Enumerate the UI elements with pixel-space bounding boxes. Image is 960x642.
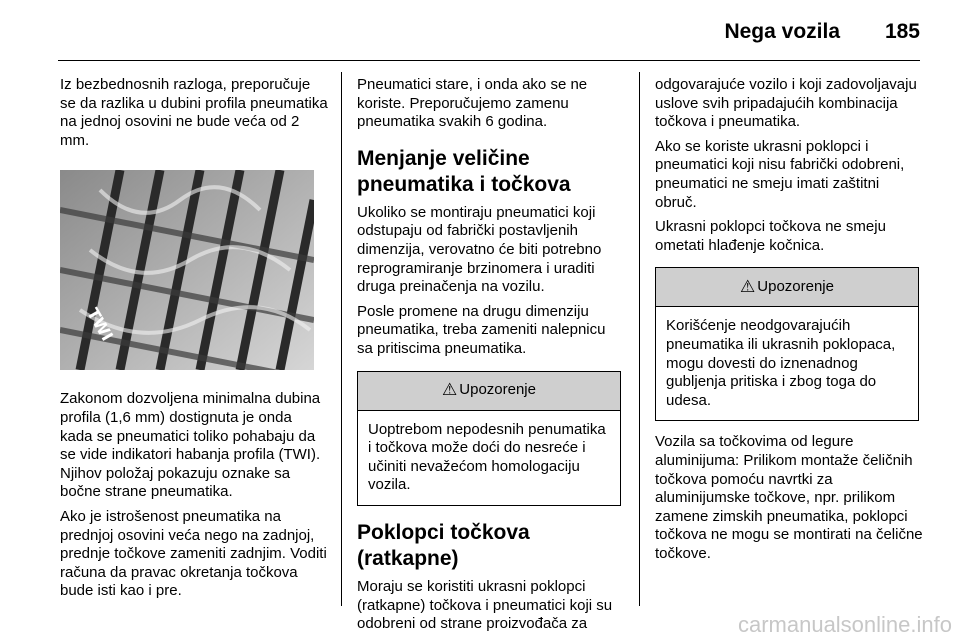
paragraph: Ako je istrošenost pneumatika na prednjoj osovini veća nego na zadnjoj, prednje točkove zameniti zadnjim. Voditi računa da pravac okretanja točkova bude isti kao i pre. <box>60 507 327 600</box>
paragraph: Vozila sa točkovima od legure aluminijuma: Prilikom montaže čeličnih točkova pomoću navrtki za aluminijumske točkove, npr. prilikom zamene zimskih pneumatika, poklopci točkova ne mogu se montirati na čelične točkove. <box>655 433 923 562</box>
tire-tread-figure <box>60 170 314 370</box>
section-heading: Menjanje veličine pneumatika i točkova <box>357 146 571 196</box>
warning-header <box>358 372 620 411</box>
watermark: carmanualsonline.info <box>737 612 952 637</box>
header-rule <box>58 60 920 61</box>
paragraph: Moraju se koristiti ukrasni poklopci (ratkapne) točkova i pneumatici koji su odobreni od strane proizvođača za <box>357 577 613 633</box>
paragraph: Iz bezbednosnih razloga, preporučuje se da razlika u dubini profila pneumatika na jednoj osovini ne bude veća od 2 mm. <box>60 76 328 149</box>
column-3 <box>655 76 923 569</box>
section-heading: Poklopci točkova (ratkapne) <box>357 520 530 570</box>
paragraph: odgovarajuće vozilo i koji zadovoljavaju uslove svih pripadajućih kombinacija točkova i pneumatika. <box>655 76 917 131</box>
paragraph: Pneumatici stare, i onda ako se ne koriste. Preporučujemo zamenu pneumatika svakih 6 godina. <box>357 76 588 131</box>
twi-label: TWI <box>83 305 117 345</box>
page-number: 185 <box>884 20 920 43</box>
column-1 <box>60 76 328 607</box>
paragraph: Ukoliko se montiraju pneumatici koji odstupaju od fabrički postavljenih dimenzija, verovatno će biti potrebno reprogramiranje brzinomera i uraditi druga preinačenja na vozilu. <box>357 203 602 296</box>
column-2 <box>357 76 625 640</box>
paragraph: Posle promene na drugu dimenziju pneumatika, treba zameniti nalepnicu sa pritiscima pneumatika. <box>357 302 606 357</box>
warning-title: Upozorenje <box>459 381 536 399</box>
warning-box <box>655 267 919 421</box>
warning-box <box>357 371 621 506</box>
warning-title: Upozorenje <box>757 278 834 296</box>
warning-triangle-icon: ⚠ <box>740 277 756 297</box>
warning-triangle-icon: ⚠ <box>442 380 458 400</box>
column-divider-2 <box>639 72 640 606</box>
paragraph: Ako se koriste ukrasni poklopci i pneumatici koji nisu fabrički odobreni, pneumatici ne smeju imati zaštitni obruč. <box>655 137 905 211</box>
paragraph: Zakonom dozvoljena minimalna dubina profila (1,6 mm) dostignuta je onda kada se pneumatici toliko pohabaju da se vide indikatori habanja profila (TWI). Njihov položaj pokazuju oznake sa bočne strane pneumatika. <box>60 390 321 501</box>
warning-header <box>656 268 918 307</box>
page-header <box>0 0 960 62</box>
column-divider-1 <box>341 72 342 606</box>
paragraph: Ukrasni poklopci točkova ne smeju ometati hlađenje kočnica. <box>655 218 886 254</box>
tire-tread-illustration <box>60 170 314 370</box>
section-title: Nega vozila <box>724 20 840 43</box>
warning-text: Uoptrebom nepodesnih penumatika i točkova može doći do nesreće i učiniti nevažećom homologaciju vozila. <box>368 420 606 494</box>
warning-text: Korišćenje neodgovarajućih pneumatika ili ukrasnih poklopaca, mogu dovesti do iznenadnog gubljenja pritiska i zbog toga do udesa. <box>666 317 896 409</box>
